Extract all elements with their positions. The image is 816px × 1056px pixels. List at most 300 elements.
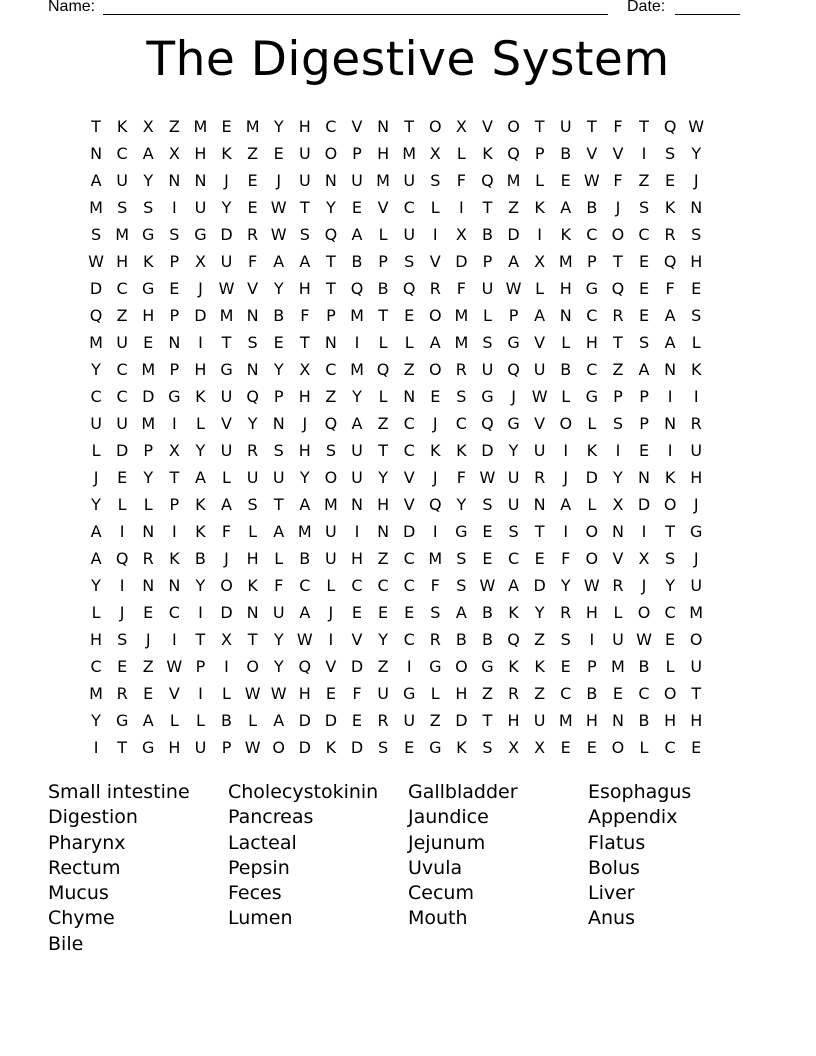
grid-letter: K	[482, 144, 493, 163]
grid-letter: H	[690, 252, 703, 271]
grid-letter: H	[298, 684, 311, 703]
grid-letter: L	[378, 333, 388, 352]
grid-letter: C	[403, 576, 415, 595]
grid-letter: Q	[428, 495, 442, 514]
grid-letter: C	[403, 414, 415, 433]
grid-row	[83, 302, 709, 329]
grid-letter: D	[403, 522, 416, 541]
grid-row	[83, 194, 709, 221]
grid-letter: E	[351, 711, 363, 730]
grid-letter: J	[693, 495, 699, 514]
grid-letter: Z	[168, 117, 180, 136]
grid-letter: I	[459, 198, 464, 217]
grid-letter: G	[507, 414, 520, 433]
grid-letter: C	[664, 738, 676, 757]
grid-letter: F	[274, 576, 284, 595]
grid-letter: O	[428, 117, 442, 136]
grid-letter: V	[351, 630, 363, 649]
grid-letter: E	[378, 603, 389, 622]
grid-letter: R	[560, 603, 572, 622]
grid-letter: B	[273, 306, 285, 325]
word-list-item: Lumen	[228, 907, 293, 930]
grid-letter: F	[248, 252, 258, 271]
grid-letter: I	[198, 684, 203, 703]
grid-letter: O	[220, 576, 233, 595]
grid-letter: I	[667, 441, 673, 460]
grid-letter: T	[299, 333, 310, 352]
grid-letter: P	[639, 387, 649, 406]
grid-letter: A	[508, 252, 520, 271]
grid-letter: O	[455, 657, 468, 676]
grid-letter: B	[586, 684, 598, 703]
grid-letter: L	[195, 711, 205, 730]
grid-letter: Z	[377, 549, 389, 568]
grid-letter: U	[220, 441, 233, 460]
grid-letter: W	[583, 171, 600, 190]
grid-letter: K	[508, 657, 519, 676]
grid-letter: H	[377, 495, 390, 514]
grid-letter: A	[560, 495, 572, 514]
grid-letter: P	[482, 252, 493, 271]
grid-letter: I	[171, 522, 177, 541]
grid-letter: D	[507, 225, 520, 244]
grid-letter: L	[691, 333, 701, 352]
grid-letter: H	[455, 684, 468, 703]
name-blank-line	[103, 14, 608, 15]
grid-letter: V	[325, 657, 337, 676]
grid-letter: G	[507, 333, 520, 352]
grid-letter: U	[272, 468, 285, 487]
grid-letter: L	[430, 684, 440, 703]
grid-letter: S	[273, 441, 284, 460]
grid-letter: W	[88, 252, 104, 271]
grid-letter: F	[561, 549, 571, 568]
grid-letter: T	[534, 522, 545, 541]
grid-letter: Y	[560, 576, 571, 595]
grid-letter: U	[507, 468, 520, 487]
grid-letter: A	[221, 495, 232, 514]
grid-letter: U	[403, 711, 416, 730]
grid-letter: L	[535, 171, 545, 190]
grid-letter: G	[455, 522, 468, 541]
grid-letter: I	[119, 576, 125, 595]
grid-letter: O	[272, 738, 285, 757]
grid-letter: L	[561, 333, 571, 352]
grid-letter: H	[585, 711, 598, 730]
grid-letter: U	[116, 414, 128, 433]
grid-letter: L	[639, 738, 649, 757]
grid-letter: P	[169, 306, 180, 325]
grid-letter: L	[169, 711, 179, 730]
grid-letter: C	[116, 387, 128, 406]
grid-letter: Y	[326, 198, 336, 217]
grid-letter: I	[171, 414, 177, 433]
grid-letter: X	[508, 738, 520, 757]
grid-letter: L	[91, 441, 101, 460]
grid-letter: T	[482, 198, 493, 217]
grid-letter: T	[404, 117, 415, 136]
grid-letter: Y	[195, 576, 206, 595]
grid-letter: Z	[508, 198, 520, 217]
grid-letter: B	[638, 711, 650, 730]
grid-letter: D	[350, 657, 364, 676]
grid-letter: N	[377, 117, 390, 136]
grid-letter: R	[664, 225, 676, 244]
grid-letter: J	[432, 468, 438, 487]
grid-letter: N	[664, 360, 677, 379]
grid-letter: I	[119, 522, 125, 541]
grid-letter: Y	[273, 657, 284, 676]
grid-letter: V	[221, 414, 232, 433]
grid-letter: J	[641, 576, 647, 595]
grid-letter: K	[169, 549, 180, 568]
grid-letter: H	[350, 549, 363, 568]
grid-letter: N	[533, 495, 546, 514]
grid-row	[83, 383, 709, 410]
grid-letter: W	[505, 279, 522, 298]
grid-letter: R	[429, 279, 441, 298]
grid-letter: D	[89, 279, 103, 298]
word-list-item: Small intestine	[48, 781, 190, 803]
grid-letter: S	[169, 225, 180, 244]
grid-letter: P	[534, 144, 545, 163]
grid-letter: O	[559, 414, 573, 433]
grid-letter: E	[586, 738, 597, 757]
name-label: Name:	[48, 0, 96, 15]
grid-letter: P	[169, 360, 180, 379]
grid-letter: F	[456, 468, 466, 487]
grid-letter: E	[691, 279, 702, 298]
grid-letter: Y	[221, 198, 232, 217]
grid-letter: U	[325, 522, 337, 541]
grid-letter: N	[324, 333, 337, 352]
grid-letter: N	[90, 144, 103, 163]
grid-letter: S	[560, 630, 571, 649]
grid-letter: A	[90, 522, 102, 541]
grid-letter: L	[587, 414, 597, 433]
grid-letter: S	[638, 198, 650, 217]
grid-letter: U	[246, 468, 259, 487]
grid-letter: U	[481, 360, 494, 379]
grid-letter: Y	[299, 468, 310, 487]
grid-row	[83, 599, 709, 626]
grid-letter: J	[276, 171, 282, 190]
grid-letter: G	[429, 657, 442, 676]
grid-letter: S	[665, 549, 676, 568]
grid-row	[83, 572, 709, 599]
grid-row	[83, 545, 709, 572]
grid-letter: Y	[613, 468, 623, 487]
grid-letter: K	[195, 495, 206, 514]
date-label: Date:	[627, 0, 666, 15]
grid-letter: Q	[481, 414, 494, 433]
grid-letter: Q	[507, 360, 520, 379]
grid-letter: M	[454, 306, 469, 325]
grid-letter: E	[351, 603, 363, 622]
grid-letter: L	[535, 279, 545, 298]
grid-letter: L	[613, 603, 623, 622]
grid-letter: K	[456, 441, 467, 460]
grid-letter: U	[351, 441, 363, 460]
grid-letter: N	[168, 576, 181, 595]
grid-letter: O	[585, 522, 599, 541]
word-list-item: Jaundice	[408, 806, 489, 829]
grid-letter: C	[377, 576, 389, 595]
grid-letter: W	[479, 468, 496, 487]
grid-letter: O	[428, 306, 442, 325]
grid-letter: E	[665, 171, 676, 190]
grid-row	[83, 464, 709, 491]
grid-letter: N	[377, 522, 390, 541]
grid-letter: T	[665, 522, 675, 541]
grid-letter: Q	[507, 144, 520, 163]
grid-letter: N	[324, 171, 337, 190]
grid-letter: J	[615, 198, 621, 217]
grid-letter: N	[272, 414, 285, 433]
grid-row	[83, 221, 709, 248]
grid-letter: H	[690, 468, 703, 487]
grid-letter: L	[143, 495, 153, 514]
grid-letter: M	[115, 225, 130, 244]
grid-letter: X	[168, 144, 180, 163]
grid-letter: Q	[350, 279, 364, 298]
grid-letter: V	[247, 279, 259, 298]
grid-letter: Y	[143, 171, 154, 190]
grid-letter: T	[482, 711, 493, 730]
grid-letter: I	[615, 441, 621, 460]
grid-letter: L	[430, 198, 440, 217]
grid-letter: C	[325, 117, 337, 136]
grid-letter: E	[560, 657, 571, 676]
grid-letter: C	[403, 198, 415, 217]
grid-letter: W	[636, 630, 652, 649]
grid-letter: D	[455, 252, 468, 271]
grid-letter: A	[299, 495, 311, 514]
grid-letter: K	[690, 360, 702, 379]
grid-letter: C	[90, 387, 102, 406]
grid-letter: G	[481, 387, 494, 406]
grid-letter: R	[507, 684, 520, 703]
grid-letter: C	[455, 414, 467, 433]
grid-letter: W	[688, 117, 705, 136]
grid-row	[83, 140, 709, 167]
grid-letter: L	[456, 144, 466, 163]
grid-letter: T	[613, 333, 623, 352]
grid-letter: C	[116, 360, 128, 379]
grid-letter: M	[454, 333, 469, 352]
grid-letter: E	[351, 198, 363, 217]
grid-letter: J	[563, 468, 569, 487]
grid-letter: P	[378, 252, 388, 271]
grid-letter: B	[377, 279, 389, 298]
grid-letter: X	[455, 117, 467, 136]
grid-letter: H	[585, 333, 598, 352]
grid-letter: V	[534, 414, 546, 433]
grid-letter: R	[247, 441, 259, 460]
grid-letter: P	[143, 441, 154, 460]
grid-row	[83, 707, 709, 734]
grid-letter: T	[378, 306, 388, 325]
grid-letter: L	[248, 711, 258, 730]
grid-letter: H	[377, 144, 390, 163]
grid-letter: J	[302, 414, 308, 433]
grid-letter: L	[222, 684, 231, 703]
grid-letter: S	[456, 549, 467, 568]
grid-letter: C	[351, 576, 363, 595]
grid-letter: E	[612, 684, 623, 703]
grid-letter: S	[117, 198, 128, 217]
word-column	[228, 780, 408, 957]
word-list-item: Lacteal	[228, 831, 297, 854]
grid-letter: T	[221, 333, 232, 352]
grid-letter: Q	[298, 657, 312, 676]
grid-letter: L	[587, 495, 597, 514]
grid-letter: Y	[352, 387, 362, 406]
grid-letter: D	[324, 711, 338, 730]
grid-letter: M	[402, 144, 417, 163]
grid-letter: S	[508, 522, 519, 541]
grid-letter: S	[378, 738, 389, 757]
grid-letter: I	[224, 657, 229, 676]
grid-letter: O	[663, 495, 677, 514]
grid-letter: I	[432, 522, 438, 541]
grid-letter: D	[481, 441, 494, 460]
grid-letter: L	[195, 414, 205, 433]
grid-letter: C	[325, 360, 337, 379]
grid-letter: E	[325, 684, 336, 703]
grid-letter: V	[403, 495, 415, 514]
grid-letter: P	[221, 738, 232, 757]
grid-letter: G	[585, 387, 599, 406]
grid-letter: C	[116, 144, 128, 163]
grid-letter: G	[429, 738, 442, 757]
grid-letter: H	[664, 711, 677, 730]
grid-letter: E	[665, 630, 676, 649]
grid-letter: M	[611, 657, 625, 676]
grid-letter: P	[587, 252, 597, 271]
grid-letter: Z	[429, 711, 441, 730]
grid-letter: Q	[246, 387, 259, 406]
grid-letter: D	[115, 441, 129, 460]
grid-letter: U	[298, 171, 311, 190]
grid-letter: H	[690, 711, 703, 730]
grid-letter: J	[145, 630, 151, 649]
grid-letter: K	[142, 252, 154, 271]
grid-letter: S	[456, 387, 467, 406]
grid-row	[83, 518, 709, 545]
grid-letter: N	[351, 495, 363, 514]
word-list-item: Liver	[588, 882, 635, 905]
grid-letter: P	[352, 144, 362, 163]
grid-letter: J	[224, 171, 229, 190]
grid-letter: U	[220, 387, 233, 406]
page-title: The Digestive System	[146, 32, 670, 87]
grid-letter: J	[93, 468, 99, 487]
grid-letter: S	[404, 252, 415, 271]
grid-letter: L	[222, 468, 231, 487]
word-list-item: Gallbladder	[408, 781, 518, 803]
grid-letter: E	[117, 468, 128, 487]
grid-letter: W	[479, 576, 496, 595]
grid-letter: F	[300, 306, 310, 325]
grid-letter: K	[430, 441, 441, 460]
grid-letter: L	[248, 522, 258, 541]
grid-letter: E	[247, 198, 258, 217]
grid-letter: M	[89, 684, 103, 703]
grid-letter: X	[534, 738, 546, 757]
grid-letter: E	[638, 306, 650, 325]
grid-row	[83, 680, 709, 707]
grid-letter: T	[691, 684, 702, 703]
grid-letter: G	[194, 225, 207, 244]
grid-letter: M	[297, 522, 312, 541]
grid-letter: K	[664, 468, 676, 487]
word-bank	[48, 780, 768, 957]
grid-letter: Y	[456, 495, 467, 514]
grid-letter: F	[613, 171, 623, 190]
grid-letter: K	[534, 198, 545, 217]
grid-letter: M	[506, 171, 521, 190]
grid-letter: M	[219, 306, 234, 325]
grid-letter: D	[298, 738, 311, 757]
word-list-item: Jejunum	[408, 831, 486, 854]
grid-row	[83, 653, 709, 680]
grid-letter: J	[119, 603, 125, 622]
word-list-item: Feces	[228, 882, 282, 905]
grid-letter: C	[168, 603, 180, 622]
grid-letter: A	[560, 198, 572, 217]
grid-letter: C	[116, 279, 128, 298]
grid-letter: D	[298, 711, 311, 730]
grid-letter: L	[378, 225, 388, 244]
word-list-item: Bile	[48, 932, 84, 955]
grid-letter: K	[534, 657, 545, 676]
word-list-item: Chyme	[48, 907, 115, 930]
grid-letter: A	[508, 576, 520, 595]
grid-letter: E	[221, 117, 232, 136]
word-column	[588, 780, 768, 957]
grid-letter: C	[403, 549, 415, 568]
grid-letter: J	[328, 603, 334, 622]
grid-letter: S	[143, 198, 154, 217]
grid-letter: L	[91, 603, 101, 622]
grid-letter: D	[350, 738, 364, 757]
grid-letter: K	[664, 198, 676, 217]
grid-letter: B	[560, 360, 572, 379]
grid-letter: Y	[665, 576, 675, 595]
grid-letter: B	[481, 225, 493, 244]
grid-letter: O	[663, 684, 677, 703]
grid-letter: C	[403, 630, 415, 649]
grid-letter: S	[482, 333, 493, 352]
grid-letter: J	[432, 414, 438, 433]
grid-letter: M	[350, 306, 364, 325]
grid-letter: I	[198, 603, 203, 622]
grid-letter: L	[274, 549, 284, 568]
grid-letter: P	[587, 657, 597, 676]
grid-letter: S	[430, 171, 441, 190]
grid-letter: U	[690, 657, 703, 676]
grid-letter: Z	[403, 360, 415, 379]
grid-letter: D	[585, 468, 598, 487]
grid-letter: E	[430, 387, 441, 406]
grid-letter: E	[143, 333, 154, 352]
grid-letter: R	[429, 630, 441, 649]
grid-letter: H	[168, 738, 181, 757]
grid-letter: I	[432, 225, 438, 244]
grid-row	[83, 167, 709, 194]
grid-letter: F	[456, 279, 466, 298]
